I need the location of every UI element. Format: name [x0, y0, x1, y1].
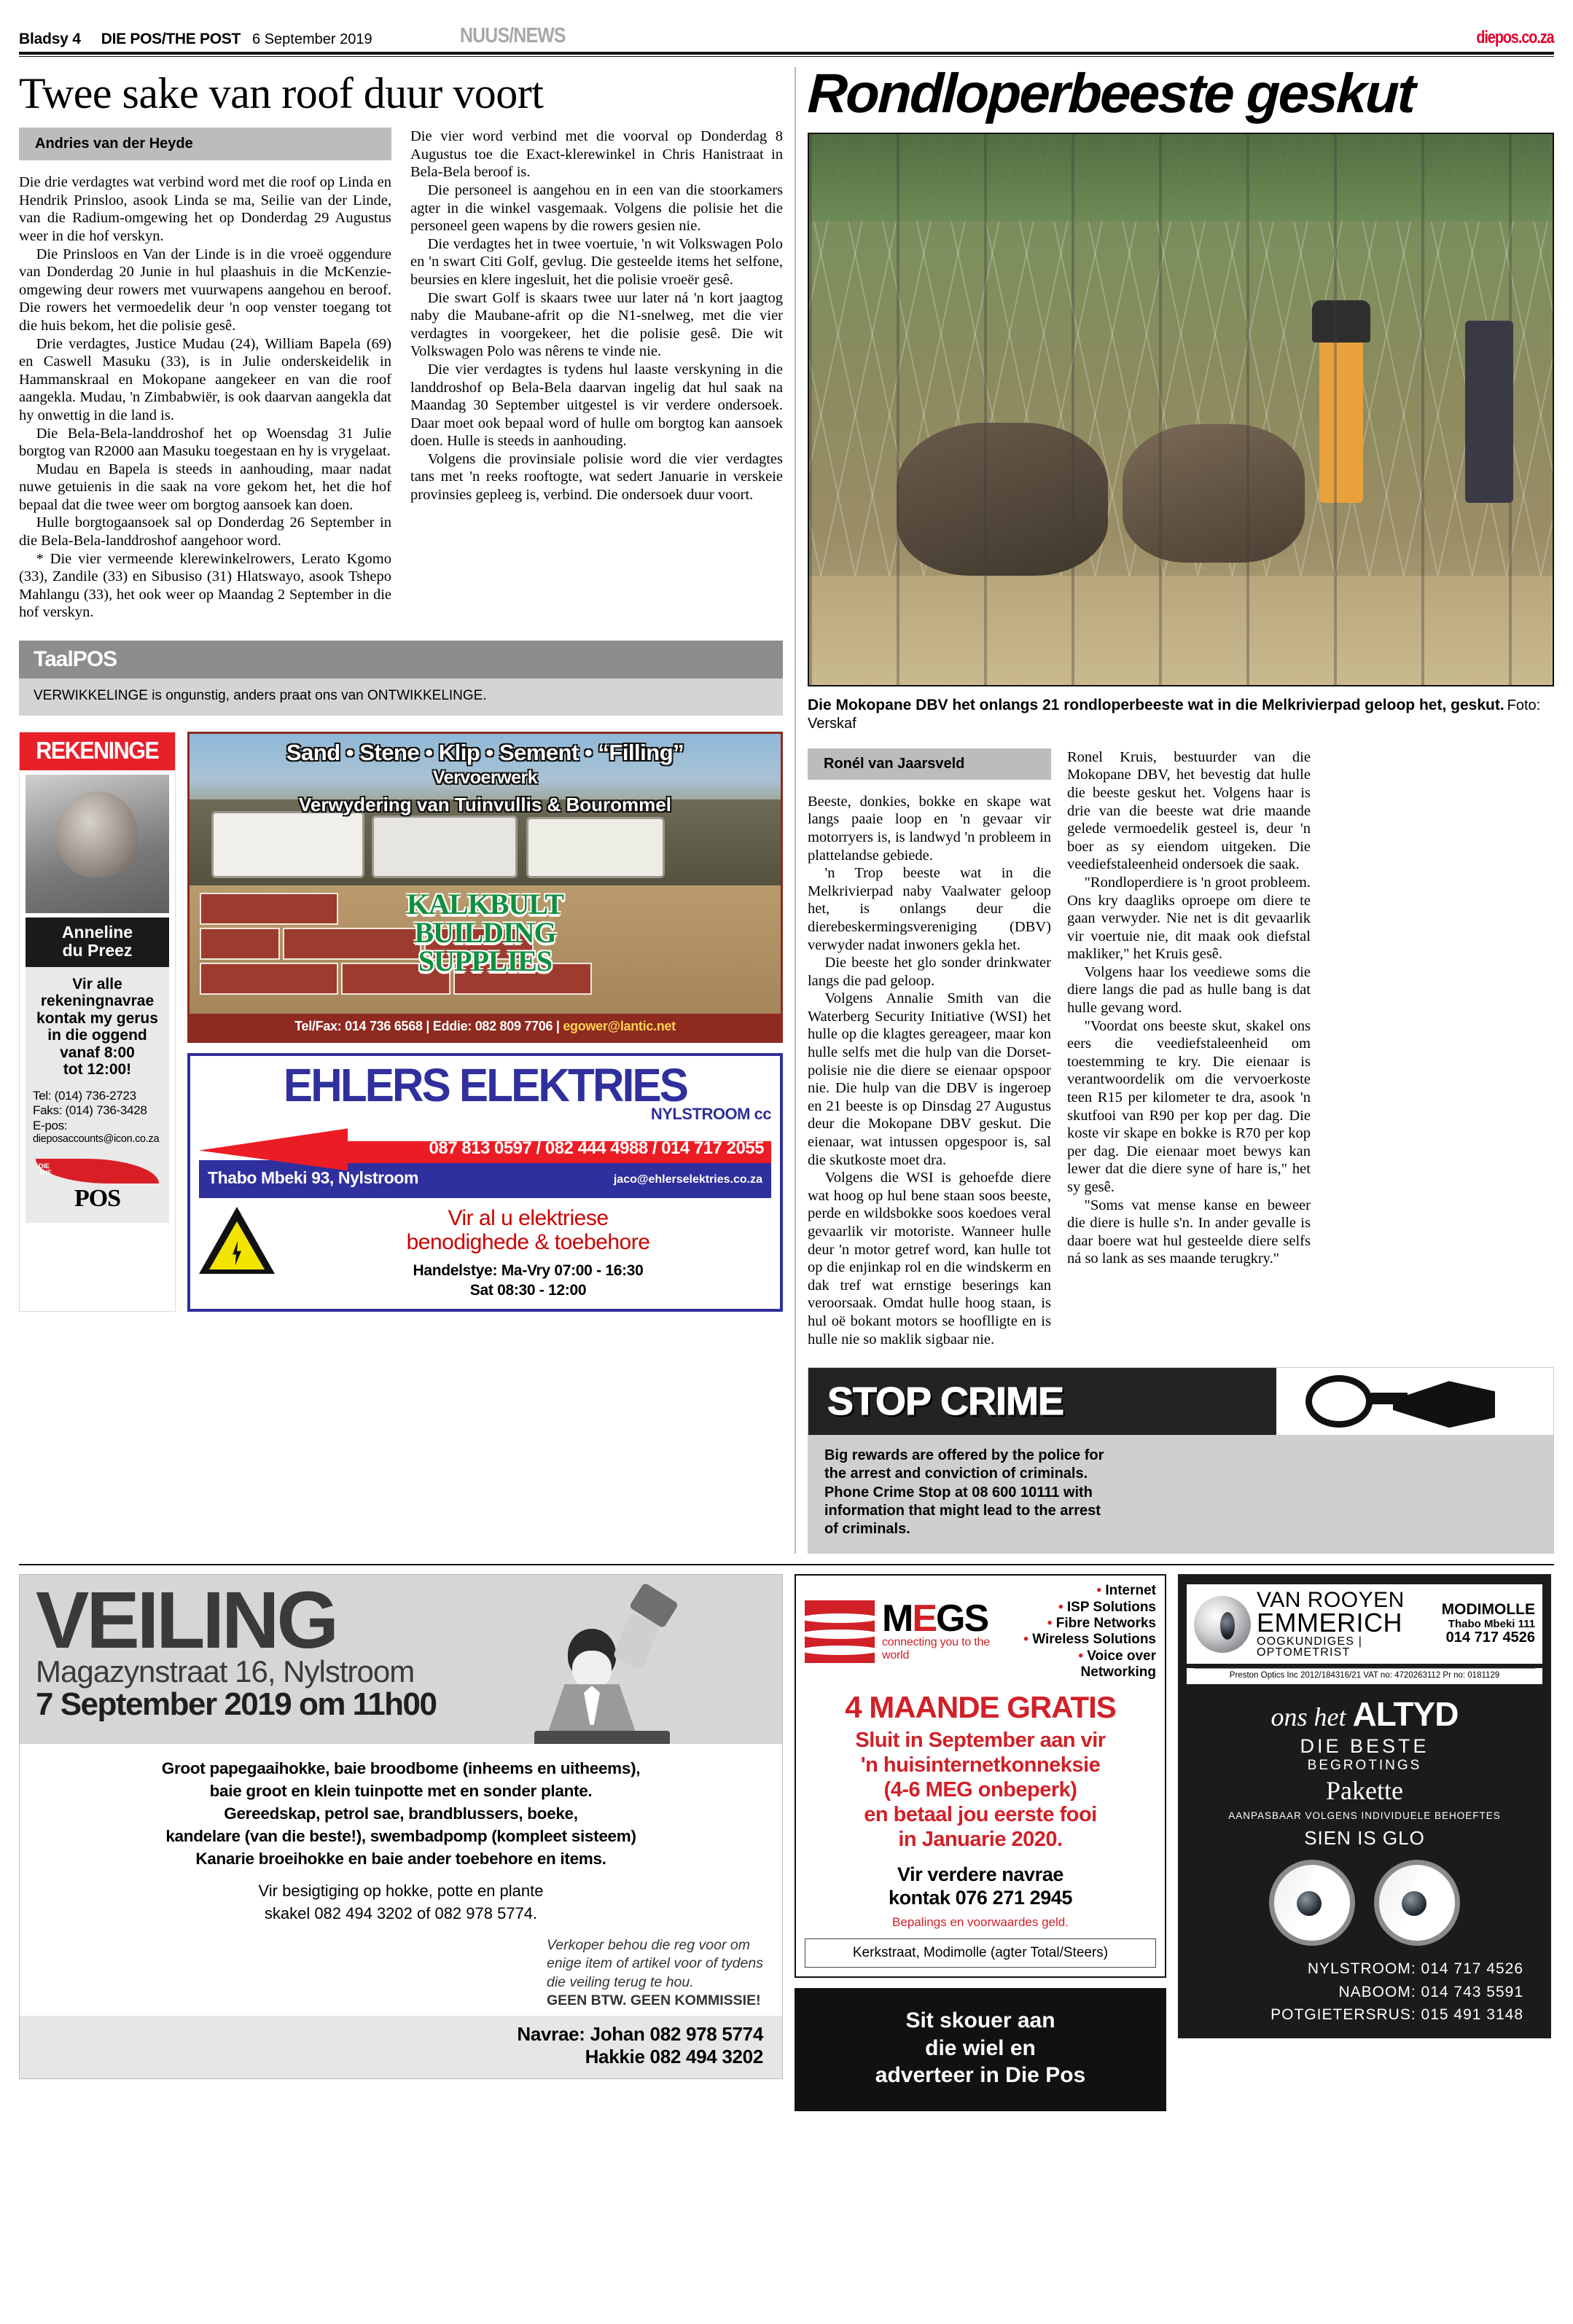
- optom-registration: Preston Optics Inc 2012/184316/21 VAT no: 4720263112 Pr no: 0181129: [1194, 1668, 1535, 1680]
- rekeninge-name-line1: Anneline: [61, 923, 133, 942]
- ehlers-email[interactable]: jaco@ehlerselektries.co.za: [613, 1173, 762, 1186]
- megs-offer-line: 'n huisinternetkonneksie: [860, 1753, 1101, 1777]
- truck-shape: [372, 815, 518, 878]
- right-article-byline: [808, 748, 1051, 780]
- paragraph: Volgens die WSI is gehoefde diere wat hoog op hul bene staan soos beeste, perde en wildsbokke soos koedoes veral gevaarlik vir motoriste. Wanneer hulle deur 'n motor getref word, kan hulle tot op die enjinkap rol en die windskerm en dak tref wat ernstige beserings kan veroorsaak. Omdat hulle hoog staan, is hul oë bokant motors se hooflligte en is hulle nie so maklik sigbaar nie.: [807, 1170, 1051, 1347]
- stopcrime-title: STOP CRIME: [827, 1380, 1064, 1424]
- rekeninge-header: [20, 732, 175, 770]
- photo-caption: [808, 695, 1554, 732]
- megs-service: Wireless Solutions: [1032, 1632, 1156, 1648]
- ad-van-rooyen-emmerich[interactable]: [1178, 1574, 1551, 2038]
- paragraph: Die vier verdagtes is tydens hul laaste verskyning in die landdroshof op Bela-Bela daarvan ingelig dat hul saak na Maandag 30 September uitgestel is vir verdere ondersoek. Daar moet ook bepaal word of hulle om borgtog kan aansoek doen. Hulle is steeds in aanhouding.: [410, 361, 783, 450]
- rekeninge-msg-line: rekeningnavrae: [40, 993, 155, 1010]
- veiling-viewing-line1: Vir besigtiging op hokke, potte en plante: [258, 1882, 544, 1901]
- veiling-items: [20, 1744, 782, 1929]
- bottom-middle-ads: [795, 1574, 1166, 2111]
- stopcrime-header: [808, 1368, 1553, 1435]
- paragraph: Volgens Annalie Smith van die Waterberg Security Initiative (WSI) het hulle op die klagtes gereageer, maar kon hulle selfs met die hulp van die Dorset-polisie nie die diere se eienaar opspoor nie. Die hulp van die DBV is ingeroep en 21 beeste is op Dinsdag 27 Augustus deur die Mokopane DBV geskut. Die eienaar, wat intussen opgespoor is, sal die skutkoste moet dra.: [807, 990, 1051, 1168]
- rekeninge-portrait-photo: [26, 775, 169, 913]
- megs-headline: 4 MAANDE GRATIS: [845, 1689, 1116, 1724]
- rekeninge-contact: [26, 1086, 169, 1154]
- right-article-headline: Rondloperbeeste geskut: [806, 63, 1416, 125]
- ehlers-bottom-row: [199, 1207, 771, 1299]
- right-article-body: [808, 748, 1554, 1348]
- megs-fineprint: Bepalings en voorwaardes geld.: [892, 1915, 1069, 1930]
- kalkbult-email[interactable]: egower@lantic.net: [563, 1019, 676, 1034]
- rekeninge-name-line2: du Preez: [62, 940, 133, 960]
- ehlers-phones[interactable]: 087 813 0597 / 082 444 4988 / 014 717 2055: [429, 1138, 764, 1159]
- kalkbult-brand-line3: SUPPLIES: [418, 944, 553, 978]
- stopcrime-body: [808, 1435, 1553, 1553]
- optom-slogan-line2: DIE BESTE: [1300, 1735, 1429, 1758]
- veiling-contact-line1[interactable]: Navrae: Johan 082 978 5774: [517, 2023, 763, 2046]
- megs-tagline: connecting you to the world: [882, 1635, 990, 1662]
- section-label: NUUS/NEWS: [459, 24, 566, 47]
- optom-logo-card: [1187, 1584, 1542, 1664]
- masthead-rule: [19, 52, 1554, 55]
- rekeninge-name-plate: [26, 918, 169, 967]
- paragraph: Die Prinsloos en Van der Linde is in die vroeë oggendure van Donderdag 20 Junie in hul plaashuis in die McKenzie-omgewing deur rowers met vuurwapens aangehou en beroof. Die rowers het vermoedelik deur 'n oop venster toegang tot die huis bekom, het die polisie gesê.: [19, 246, 391, 334]
- kalkbult-photo-banner: [190, 734, 781, 885]
- ehlers-arrow-banner: [199, 1128, 771, 1198]
- megs-offer-line: Sluit in September aan vir: [855, 1728, 1106, 1752]
- veiling-contact[interactable]: [20, 2016, 782, 2078]
- rekeninge-msg-line: vanaf 8:00: [60, 1044, 135, 1061]
- page-number-label: Bladsy 4: [19, 31, 81, 47]
- ehlers-address: Thabo Mbeki 93, Nylstroom: [208, 1168, 419, 1188]
- issue-date: 6 September 2019: [252, 31, 372, 47]
- paragraph: * Die vier vermeende klerewinkelrowers, Lerato Kgomo (33), Zandile (33) en Sibusiso (31) Hlatswayo, asook Tshepo Mahlangu (33), het ook weer op Maandag 2 September in die hof verskyn.: [19, 550, 391, 621]
- paragraph: Die Bela-Bela-landdroshof het op Woensdag 31 Julie borgtog van R2000 aan Masuku toegestaan en hy is vrygelaat.: [19, 425, 391, 460]
- rekeninge-tel[interactable]: Tel: (014) 736-2723: [33, 1088, 136, 1103]
- stopcrime-line: the arrest and conviction of criminals.: [824, 1466, 1088, 1482]
- paragraph: Hulle borgtogaansoek sal op Donderdag 26 September in die Bela-Bela-landdroshof aangehoor word.: [19, 515, 391, 549]
- optom-slogan-line4: Pakette: [1326, 1776, 1403, 1806]
- podium-icon: [534, 1731, 670, 1744]
- ad-stop-crime[interactable]: [808, 1367, 1554, 1554]
- sitskouer-line: die wiel en: [925, 2035, 1036, 2060]
- truck-shape: [526, 817, 665, 878]
- megs-globe-icon: [805, 1600, 875, 1663]
- ehlers-hours-weekday: Handelstye: Ma-Vry 07:00 - 16:30: [413, 1262, 644, 1280]
- ad-sit-skouer[interactable]: [795, 1988, 1166, 2111]
- optom-town: MODIMOLLE: [1441, 1601, 1535, 1619]
- megs-service: Fibre Networks: [1055, 1615, 1156, 1631]
- byline-text: Andries van der Heyde: [35, 136, 193, 152]
- lens-right: [1374, 1860, 1460, 1946]
- diepos-logo-word: POS: [74, 1185, 121, 1213]
- optom-name-line2: EMMERICH: [1257, 1607, 1402, 1638]
- kalkbult-brand-name: [190, 890, 781, 976]
- paragraph: Die personeel is aangehou en in een van die stoorkamers agter in die winkel vasgemaak. Volgens die polisie het die personeel geen wapens by die rowers gesien nie.: [410, 181, 783, 235]
- rekeninge-msg-line: kontak my gerus: [36, 1009, 158, 1027]
- kalkbult-brand-line2: BUILDING: [414, 916, 556, 950]
- fence-posts: [809, 134, 1553, 685]
- paragraph: Die beeste het glo sonder drinkwater langs die pad geloop.: [807, 955, 1051, 989]
- optom-slogan-line5: AANPASBAAR VOLGENS INDIVIDUELE BEHOEFTES: [1228, 1810, 1501, 1822]
- rekeninge-msg-line: tot 12:00!: [63, 1061, 132, 1079]
- veiling-contact-line2[interactable]: Hakkie 082 494 3202: [585, 2046, 763, 2068]
- left-article-col1: [19, 128, 391, 622]
- byline-text: Ronél van Jaarsveld: [823, 755, 965, 772]
- truck-shape: [211, 811, 364, 878]
- optom-slogan-line1: ons het: [1270, 1702, 1346, 1732]
- megs-service: Internet: [1105, 1583, 1156, 1599]
- ad-kalkbult[interactable]: [187, 732, 783, 1043]
- website-link[interactable]: diepos.co.za: [1476, 28, 1554, 47]
- veiling-item-line: Groot papegaaihokke, baie broodbome (inheems en uitheems),: [161, 1759, 641, 1778]
- megs-address: Kerkstraat, Modimolle (agter Total/Steers): [805, 1938, 1156, 1968]
- branch-row: [1187, 1957, 1523, 1981]
- optom-location: [1442, 1602, 1535, 1646]
- stopcrime-line: of criminals.: [824, 1520, 910, 1537]
- ehlers-brand-sub: NYLSTROOM cc: [650, 1105, 771, 1124]
- megs-offer-line: (4-6 MEG onbeperk): [883, 1777, 1077, 1801]
- branch-phone[interactable]: 014 743 5591: [1421, 1983, 1523, 2000]
- masthead-rule-thin: [19, 56, 1554, 57]
- left-article-byline: [19, 128, 391, 160]
- veiling-address: Magazynstraat 16, Nylstroom: [36, 1654, 415, 1689]
- megs-call-line1: Vir verdere navrae: [897, 1863, 1063, 1885]
- handcuff-ring-icon: [1305, 1375, 1373, 1428]
- kalkbult-transport-line: Vervoerwerk: [432, 767, 538, 789]
- kalkbult-contact-bar[interactable]: [190, 1014, 781, 1041]
- left-article-col2: [410, 128, 783, 622]
- veiling-disclaimer-bold: GEEN BTW. GEEN KOMMISSIE!: [547, 1992, 761, 2009]
- veiling-item-line: Kanarie broeihokke en baie ander toebehore en items.: [195, 1850, 606, 1869]
- left-article-headline: Twee sake van roof duur voort: [19, 69, 544, 117]
- ehlers-hours: [285, 1261, 771, 1300]
- electric-hazard-icon: [199, 1207, 278, 1283]
- branch-town: POTGIETERSRUS:: [1270, 2006, 1416, 2024]
- sitskouer-line: adverteer in Die Pos: [875, 2063, 1086, 2088]
- optom-street: Thabo Mbeki 111: [1448, 1618, 1535, 1631]
- branch-phone[interactable]: 014 717 4526: [1421, 1960, 1523, 1978]
- caption-bold: Die Mokopane DBV het onlangs 21 rondloperbeeste wat in die Melkrivierpad geloop het, geskut.: [807, 697, 1504, 714]
- paragraph: Die drie verdagtes wat verbind word met die roof op Linda en Hendrik Prinsloo, asook Linda se ma, Seilie van der Linde, van die Radium-omgewing het op Donderdag 29 Augustus weer in die hof verskyn.: [19, 174, 391, 244]
- veiling-disclaimer-line: enige item of artikel voor of tydens: [547, 1955, 763, 1972]
- kalkbult-brand-line1: KALKBULT: [406, 888, 564, 921]
- cattle-photo: [808, 133, 1554, 686]
- megs-call-block[interactable]: [805, 1863, 1156, 1910]
- left-ads-stack: [187, 732, 783, 1312]
- auctioneer-face: [572, 1651, 612, 1689]
- eye-icon: [1194, 1596, 1251, 1653]
- left-article-text-col1: [19, 173, 391, 622]
- veiling-datetime: 7 September 2019 om 11h00: [36, 1686, 437, 1722]
- masthead: [19, 16, 1554, 48]
- optom-registration-row: [1187, 1668, 1542, 1684]
- logo-the: THE: [39, 1169, 52, 1177]
- branch-row: [1187, 1981, 1523, 2004]
- lens-left: [1269, 1860, 1355, 1946]
- sitskouer-line: Sit skouer aan: [905, 2008, 1055, 2033]
- left-ads-row: [19, 732, 783, 1312]
- taalpos-body: [19, 678, 783, 716]
- megs-brand-gs: GS: [936, 1597, 988, 1640]
- content-area: [19, 63, 1554, 1554]
- branch-phone[interactable]: 015 491 3148: [1421, 2006, 1523, 2024]
- branch-town: NYLSTROOM:: [1307, 1960, 1416, 1978]
- ad-megs[interactable]: [795, 1574, 1166, 1978]
- paragraph: "Voordat ons beeste skut, skakel ons eers die veediefstaleenheid om toestemming te kry. Die eienaar is verantwoordelik om die vervoerkoste teen R15 per kilometer te dra, asook 'n skutfooi van R90 per kop per dag. Die koste vir skape en bokke is R70 per kop per dag. Die eienaar moet bewys kan lewer dat die diere syne of hare is," het sy gesê.: [1066, 1017, 1311, 1196]
- diepos-logo-tag: [39, 1163, 52, 1176]
- optom-slogan-line6: SIEN IS GLO: [1304, 1827, 1425, 1850]
- veiling-item-line: kandelare (van die beste!), swembadpomp (kompleet sisteem): [165, 1827, 636, 1846]
- bottom-ads-row: [19, 1574, 1554, 2111]
- auctioneer-icon: [527, 1588, 695, 1744]
- veiling-item-line: baie groot en klein tuinpotte met en sonder plante.: [209, 1782, 593, 1801]
- kalkbult-brand-band: [190, 885, 781, 1014]
- megs-service: Voice over Networking: [1080, 1648, 1156, 1681]
- diepos-logo: [26, 1153, 169, 1223]
- rekeninge-email[interactable]: dieposaccounts@icon.co.za: [33, 1132, 160, 1145]
- taalpos-title: TaalPOS: [34, 647, 117, 672]
- optom-slogan-altyd: ALTYD: [1352, 1695, 1459, 1734]
- ehlers-claim-block: [285, 1207, 771, 1299]
- veiling-disclaimer-line: Verkoper behou die reg voor om: [547, 1937, 750, 1954]
- right-article-col2: [1067, 748, 1311, 1348]
- right-column: [806, 63, 1554, 1554]
- megs-offer: [805, 1728, 1156, 1852]
- stopcrime-line: Big rewards are offered by the police for: [824, 1447, 1104, 1464]
- optom-name-line3: OOGKUNDIGES | OPTOMETRIST: [1257, 1635, 1363, 1659]
- paragraph: Drie verdagtes, Justice Mudau (24), William Bapela (69) en Caswell Masuku (33), is in Julie onderskeidelik in Hammanskraal en Mokopane aangekeer en van die roof aangekla. Mudau, 'n Zimbabwiër, is ook daarvan aangekla dat hy onwettig in die land is.: [19, 335, 391, 423]
- ad-rekeninge[interactable]: [19, 732, 176, 1312]
- logo-die: DIE: [39, 1162, 50, 1170]
- taalpos-header: [19, 641, 783, 678]
- optom-slogan-line3: BEGROTINGS: [1307, 1758, 1422, 1774]
- paragraph: Die swart Golf is skaars twee uur later ná 'n kort jaagtog naby die Maubane-afrit op die N1-snelweg, met die vier verdagtes in voorgekeer, het die polisie gesê. Die wit Volkswagen Polo was nêrens te vinde nie.: [410, 289, 783, 360]
- veiling-viewing-line2[interactable]: skakel 082 494 3202 of 082 978 5774.: [264, 1904, 538, 1922]
- diepos-logo-swoosh: [36, 1159, 159, 1183]
- megs-wordmark: [882, 1597, 1007, 1662]
- ehlers-claim-line2: benodighede & toebehore: [406, 1229, 650, 1254]
- stopcrime-line: information that might lead to the arrest: [824, 1502, 1101, 1519]
- paragraph: Mudau en Bapela is steeds in aanhouding, maar nadat nuwe getuienis in die saak na vore gekom het, het die hof bepaal dat die twee weer om borgtog aansoek kan doen.: [19, 461, 391, 513]
- ad-veiling[interactable]: [19, 1574, 783, 2079]
- right-article-col1: [808, 748, 1051, 1348]
- megs-header: [805, 1583, 1156, 1681]
- rekeninge-fax: Faks: (014) 736-3428: [33, 1103, 147, 1118]
- bottom-divider: [19, 1564, 1554, 1565]
- kalkbult-contact: Tel/Fax: 014 736 6568 | Eddie: 082 809 7706 |: [294, 1019, 563, 1034]
- megs-offer-line: en betaal jou eerste fooi: [864, 1803, 1097, 1827]
- ehlers-claim-line1: Vir al u elektriese: [448, 1206, 609, 1231]
- left-article-text-col2: [410, 128, 783, 504]
- rekeninge-message: [26, 967, 169, 1086]
- rekeninge-msg-line: in die oggend: [47, 1027, 147, 1044]
- paragraph: Volgens haar los veediewe soms die diere langs die pad as hulle bang is dat hulle gevang word.: [1066, 963, 1311, 1017]
- right-article-text-col1: [808, 793, 1051, 1348]
- rekeninge-msg-line: Vir alle: [72, 975, 122, 993]
- taalpos-box: [19, 641, 783, 716]
- rekeninge-title: REKENINGE: [36, 737, 159, 764]
- glasses-icon: [1187, 1860, 1542, 1946]
- column-separator: [795, 67, 796, 1554]
- megs-call-line2[interactable]: kontak 076 271 2945: [888, 1887, 1073, 1909]
- veiling-item-line: Gereedskap, petrol sae, brandblussers, boeke,: [224, 1804, 578, 1823]
- optom-phone[interactable]: 014 717 4526: [1445, 1629, 1535, 1646]
- kalkbult-products-line: Sand • Stene • Klip • Sement • “Filling”: [286, 740, 684, 766]
- optom-name-line1: VAN ROOYEN: [1257, 1588, 1405, 1613]
- handcuff-chain-icon: [1371, 1393, 1408, 1404]
- ehlers-hours-saturday: Sat 08:30 - 12:00: [469, 1281, 587, 1299]
- publication-title: DIE POS/THE POST: [101, 31, 241, 47]
- handcuffs-illustration: [1276, 1368, 1553, 1435]
- paragraph: Volgens die provinsiale polisie word die vier verdagtes tans met 'n reeks rooftogte, wat sedert Januarie in verskeie provinsies gepleeg is, verbind. Die ondersoek duur voort.: [410, 450, 783, 504]
- right-article-text-col2: [1067, 748, 1311, 1268]
- megs-brand-e: E: [912, 1597, 937, 1640]
- paragraph: Ronel Kruis, bestuurder van die Mokopane DBV, het bevestig dat hulle die beeste geskut het. Volgens haar is drie van die beeste wat drie maande gelede vermoedelik gesteel is, deur 'n boer as sy eiendom uitgeken. Die veediefstaleenheid ondersoek die saak.: [1066, 748, 1311, 873]
- ehlers-brand-name: EHLERS ELEKTRIES: [283, 1059, 687, 1112]
- paragraph: "Soms vat mense kanse en beweer die diere is hulle s'n. In ander gevalle is daar boere wat hul gesteelde diere selfs ná so lank as ses maande terugkry.": [1066, 1197, 1311, 1267]
- branch-row: [1187, 2003, 1523, 2027]
- veiling-header: [20, 1575, 782, 1744]
- veiling-disclaimer-line: die veiling terug te hou.: [547, 1973, 694, 1990]
- hand-shape: [1393, 1381, 1495, 1428]
- ad-ehlers-elektries[interactable]: [187, 1053, 783, 1312]
- megs-services-list: • Internet • ISP Solutions • Fibre Networks • Wireless Solutions • Voice over Networking: [1023, 1583, 1156, 1681]
- veiling-disclaimer: [20, 1929, 782, 2010]
- paragraph: Die vier word verbind met die voorval op Donderdag 8 Augustus toe die Exact-klerewinkel in Chris Hanistraat in Bela-Bela beroof is.: [410, 128, 783, 181]
- ehlers-claim: [285, 1207, 771, 1254]
- branch-town: NABOOM:: [1338, 1983, 1416, 2000]
- optom-slogan: [1187, 1694, 1542, 1850]
- megs-offer-line: in Januarie 2020.: [898, 1828, 1063, 1852]
- veiling-title: VEILING: [36, 1576, 337, 1666]
- stopcrime-line: Phone Crime Stop at 08 600 10111 with: [824, 1484, 1093, 1501]
- paragraph: "Rondloperdiere is 'n groot probleem. Ons kry daagliks oproepe om diere te gaan verwyder. Nie net is dit gevaarlik vir voertuie nie, dit maak ook diefstal makliker," het Kruis gesê.: [1066, 874, 1311, 963]
- paragraph: 'n Trop beeste wat in die Melkrivierpad naby Vaalwater geloop het, is onlangs deur die dierebeskermingsvereniging (DBV) verwyder nadat inwoners gekla het.: [807, 865, 1051, 953]
- megs-service: ISP Solutions: [1066, 1599, 1156, 1615]
- left-column: [19, 67, 783, 1554]
- paragraph: Beeste, donkies, bokke en skape wat langs paaie loop en 'n gevaar vir motorryers is, is landwyd 'n probleem in plattelandse gebiede.: [807, 793, 1051, 864]
- megs-brand-m: M: [882, 1597, 913, 1640]
- taalpos-text: VERWIKKELINGE is ongunstig, anders praat ons van ONTWIKKELINGE.: [34, 688, 487, 704]
- paragraph: Die verdagtes het in twee voertuie, 'n wit Volkswagen Polo en 'n swart Citi Golf, gevlug. Die gesteelde items het selfone, beursies en klere ingesluit, het die polisie vroeër gesê.: [410, 235, 783, 288]
- optom-branch-list: [1187, 1957, 1542, 2027]
- photo-credit: Foto: Verskaf: [807, 697, 1541, 732]
- optom-names: [1257, 1590, 1436, 1658]
- rekeninge-email-label: E-pos:: [33, 1118, 68, 1132]
- kalkbult-removal-line: Verwydering van Tuinvullis & Bourommel: [299, 794, 671, 816]
